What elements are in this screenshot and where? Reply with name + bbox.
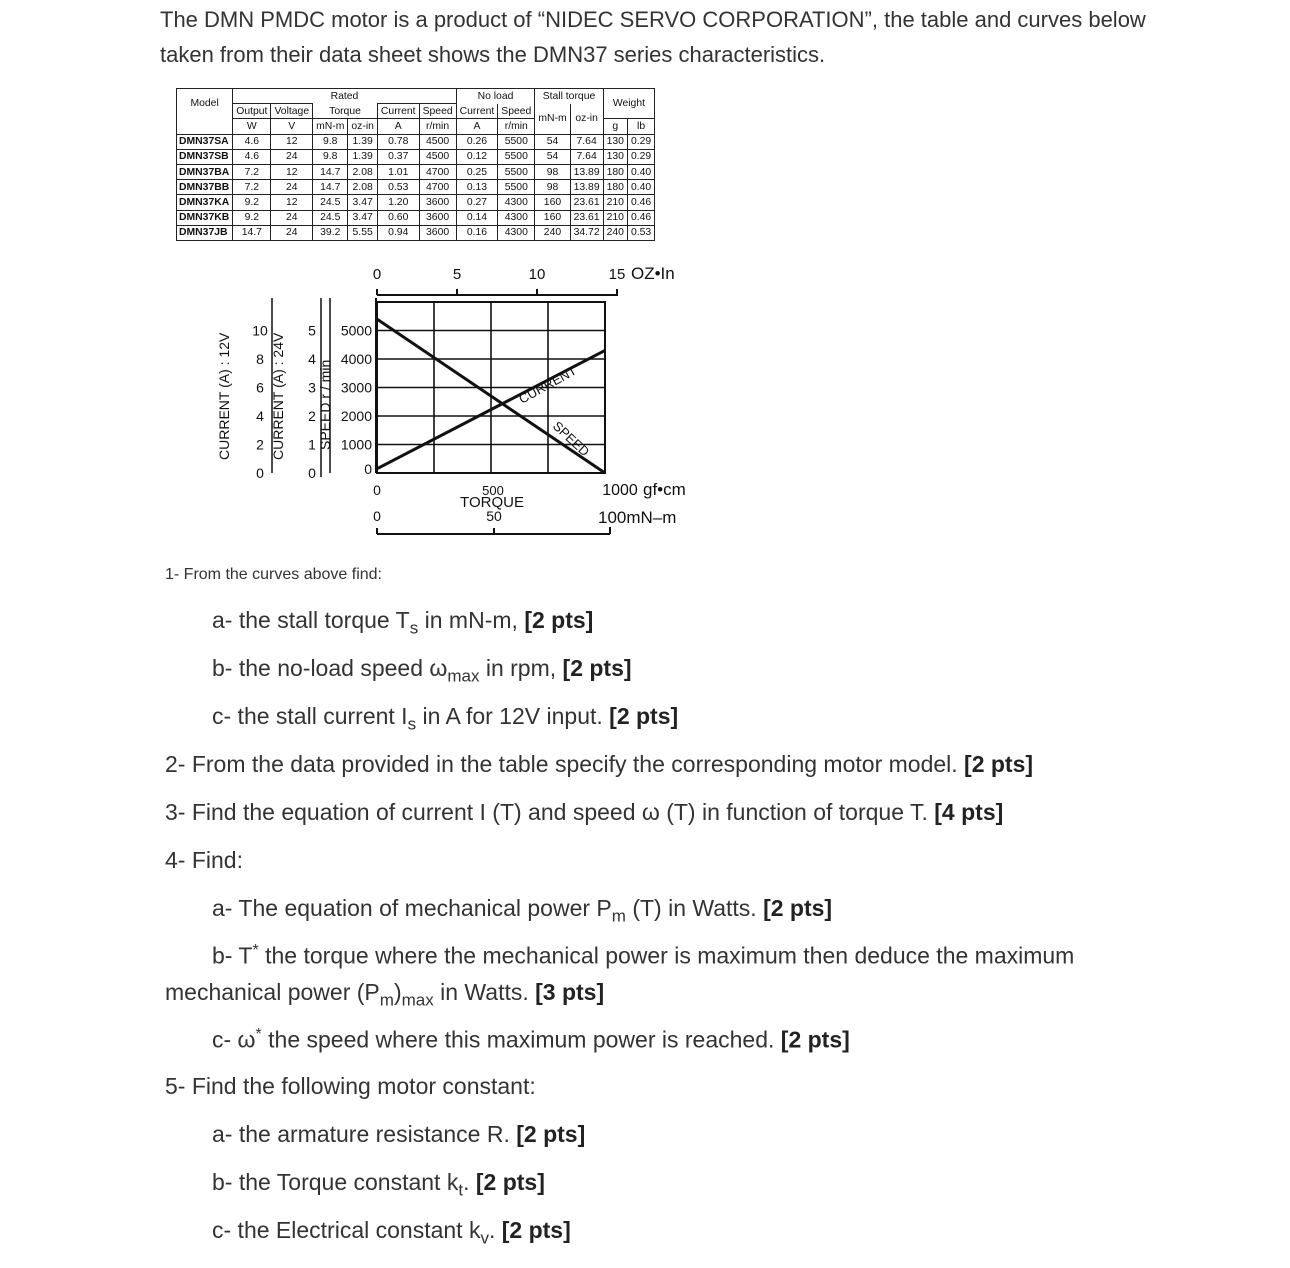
series-label-current: CURRENT — [516, 362, 580, 407]
current12-tick-label: 10 — [252, 322, 268, 339]
table-row — [177, 225, 655, 240]
table-cell: 4500 — [419, 149, 456, 164]
table-cell: 130 — [603, 134, 627, 149]
question-5c: c- the Electrical constant $k_v$. [2 pts] — [212, 1217, 571, 1248]
header-stall-mnm: mN-m — [535, 104, 570, 134]
question-5: 5- Find the following motor constant: — [165, 1073, 536, 1099]
table-cell: 2.08 — [348, 164, 378, 179]
speed-tick-label: 0 — [364, 461, 372, 477]
table-cell: 0.27 — [456, 195, 498, 210]
table-cell: 4300 — [498, 195, 535, 210]
table-cell: 180 — [603, 164, 627, 179]
current12-tick-label: 4 — [256, 408, 264, 424]
header-nl-speed: Speed — [498, 104, 535, 119]
table-body — [177, 134, 655, 240]
table-cell: 3600 — [419, 225, 456, 240]
intro-paragraph: The DMN PMDC motor is a product of “NIDEC SERVO CORPORATION”, the table and curves below taken from their data sheet shows the DMN37 series characteristics. — [160, 7, 1146, 67]
table-cell: 54 — [535, 149, 570, 164]
current12-tick-label: 0 — [256, 465, 264, 481]
question-1: 1- From the curves above find: — [165, 566, 382, 583]
table-cell: 0.14 — [456, 210, 498, 225]
question-4c: c- ω* the speed where this maximum power is reached. [2 pts] — [212, 1026, 850, 1053]
table-cell: 0.78 — [377, 134, 419, 149]
table-cell: 9.8 — [313, 134, 348, 149]
current12-tick-label: 2 — [256, 436, 264, 453]
bottom-unit-gfcm: gf•cm — [643, 480, 686, 499]
header-stall: Stall torque — [535, 89, 603, 104]
table-cell: 39.2 — [313, 225, 348, 240]
unit-g: g — [603, 119, 627, 134]
table-cell: 34.72 — [570, 225, 603, 240]
table-row — [177, 134, 655, 149]
table-cell: 0.94 — [377, 225, 419, 240]
table-cell: 0.29 — [627, 149, 654, 164]
question-4a: a- The equation of mechanical power $P_m$ (T) in Watts. [2 pts] — [212, 895, 833, 926]
model-cell: DMN37KA — [177, 195, 233, 210]
table-cell: 0.16 — [456, 225, 498, 240]
current24-tick-label: 0 — [308, 465, 316, 481]
table-cell: 7.2 — [233, 180, 271, 195]
top-axis-unit: OZ•In — [631, 264, 675, 283]
unit-ozin: oz-in — [348, 119, 378, 134]
table-cell: 98 — [535, 164, 570, 179]
table-cell: 4700 — [419, 180, 456, 195]
header-stall-ozin: oz-in — [570, 104, 603, 134]
table-cell: 14.7 — [313, 180, 348, 195]
table-cell: 3600 — [419, 210, 456, 225]
table-cell: 5500 — [498, 180, 535, 195]
speed-axis-title: SPEED r / min — [317, 359, 333, 450]
model-cell: DMN37BA — [177, 164, 233, 179]
model-cell: DMN37KB — [177, 210, 233, 225]
bottom-tick-label: 500 — [482, 483, 504, 498]
bottom-mnm-tick-label: 0 — [373, 508, 381, 524]
table-cell: 3.47 — [348, 210, 378, 225]
table-cell: 0.60 — [377, 210, 419, 225]
table-cell: 4500 — [419, 134, 456, 149]
unit-a2: A — [456, 119, 498, 134]
speed-tick-label: 1000 — [340, 436, 372, 453]
bottom-unit-mnm: 100mN–m — [598, 508, 677, 527]
model-cell: DMN37SB — [177, 149, 233, 164]
question-1b: b- the no-load speed $\omega_{max}$ in rpm, [2 pts] — [212, 655, 632, 686]
table-row — [177, 149, 655, 164]
current12-tick-label: 6 — [256, 379, 264, 396]
table-row — [177, 195, 655, 210]
current24-tick-label: 4 — [308, 351, 316, 367]
torque-characteristic-chart — [200, 255, 720, 545]
table-cell: 54 — [535, 134, 570, 149]
header-current: Current — [377, 104, 419, 119]
current24-tick-label: 3 — [308, 379, 316, 396]
table-cell: 12 — [271, 195, 313, 210]
table-cell: 5500 — [498, 164, 535, 179]
table-cell: 24 — [271, 210, 313, 225]
question-1c: c- the stall current $I_s$ in A for 12V input. [2 pts] — [212, 703, 679, 734]
top-axis-tick-label: 0 — [372, 266, 382, 283]
table-cell: 4300 — [498, 225, 535, 240]
header-weight: Weight — [603, 89, 655, 119]
question-1a: a- the stall torque $T_s$ in mN-m, [2 pts] — [212, 607, 594, 638]
question-4b-cont: mechanical power $(P_m)_{max}$ in Watts. [3 pts] — [165, 979, 605, 1010]
current12-tick-label: 8 — [256, 351, 264, 367]
table-cell: 0.25 — [456, 164, 498, 179]
table-cell: 23.61 — [570, 195, 603, 210]
table-cell: 24 — [271, 225, 313, 240]
table-cell: 210 — [603, 195, 627, 210]
table-cell: 3.47 — [348, 195, 378, 210]
model-cell: DMN37JB — [177, 225, 233, 240]
top-axis-tick-label: 10 — [528, 266, 546, 283]
table-cell: 1.01 — [377, 164, 419, 179]
current24-tick-label: 2 — [308, 408, 316, 424]
unit-rmin2: r/min — [498, 119, 535, 134]
table-cell: 0.40 — [627, 164, 654, 179]
current12-axis-title: CURRENT (A) : 12V — [216, 332, 232, 460]
table-cell: 1.39 — [348, 134, 378, 149]
spec-table — [176, 88, 655, 241]
table-cell: 0.37 — [377, 149, 419, 164]
table-cell: 5500 — [498, 134, 535, 149]
speed-tick-label: 3000 — [340, 379, 372, 396]
top-axis-tick-label: 15 — [608, 266, 626, 283]
question-3: 3- Find the equation of current I (T) and speed ω (T) in function of torque T. [4 pts] — [165, 799, 1004, 825]
table-cell: 210 — [603, 210, 627, 225]
unit-w: W — [233, 119, 271, 134]
table-cell: 4.6 — [233, 149, 271, 164]
unit-v: V — [271, 119, 313, 134]
table-cell: 0.53 — [377, 180, 419, 195]
model-cell: DMN37BB — [177, 180, 233, 195]
question-5b: b- the Torque constant $k_t$. [2 pts] — [212, 1169, 545, 1200]
table-cell: 5.55 — [348, 225, 378, 240]
header-speed: Speed — [419, 104, 456, 119]
speed-tick-label: 2000 — [340, 408, 372, 424]
table-cell: 0.46 — [627, 195, 654, 210]
table-cell: 180 — [603, 180, 627, 195]
table-cell: 0.29 — [627, 134, 654, 149]
table-cell: 7.64 — [570, 134, 603, 149]
table-cell: 13.89 — [570, 180, 603, 195]
table-cell: 7.64 — [570, 149, 603, 164]
table-cell: 160 — [535, 195, 570, 210]
table-cell: 0.40 — [627, 180, 654, 195]
current24-axis-title: CURRENT (A) : 24V — [270, 332, 286, 460]
table-cell: 9.8 — [313, 149, 348, 164]
table-cell: 1.20 — [377, 195, 419, 210]
table-cell: 0.53 — [627, 225, 654, 240]
header-voltage: Voltage — [271, 104, 313, 119]
question-4b: b- T* the torque where the mechanical power is maximum then deduce the maximum — [212, 942, 1075, 969]
table-cell: 2.08 — [348, 180, 378, 195]
top-axis-tick-label: 5 — [452, 266, 462, 283]
table-cell: 130 — [603, 149, 627, 164]
table-cell: 9.2 — [233, 210, 271, 225]
unit-rmin: r/min — [419, 119, 456, 134]
speed-tick-label: 5000 — [340, 322, 372, 339]
table-cell: 14.7 — [313, 164, 348, 179]
table-header-row-2 — [177, 104, 655, 119]
table-cell: 1.39 — [348, 149, 378, 164]
table-cell: 5500 — [498, 149, 535, 164]
question-2: 2- From the data provided in the table specify the corresponding motor model. [2 pts] — [165, 751, 1034, 777]
question-5a: a- the armature resistance R. [2 pts] — [212, 1121, 586, 1147]
model-cell: DMN37SA — [177, 134, 233, 149]
table-cell: 240 — [603, 225, 627, 240]
bottom-mnm-tick-label: 50 — [486, 508, 502, 524]
speed-tick-label: 4000 — [340, 351, 372, 367]
table-cell: 3600 — [419, 195, 456, 210]
header-output: Output — [233, 104, 271, 119]
table-cell: 98 — [535, 180, 570, 195]
table-cell: 0.26 — [456, 134, 498, 149]
table-row — [177, 180, 655, 195]
unit-mnm: mN-m — [313, 119, 348, 134]
table-row — [177, 164, 655, 179]
table-cell: 12 — [271, 134, 313, 149]
table-cell: 14.7 — [233, 225, 271, 240]
table-cell: 0.12 — [456, 149, 498, 164]
question-4: 4- Find: — [165, 847, 243, 873]
table-cell: 9.2 — [233, 195, 271, 210]
table-cell: 4700 — [419, 164, 456, 179]
header-rated: Rated — [233, 89, 456, 104]
torque-axis-title: TORQUE — [460, 494, 524, 511]
table-cell: 4.6 — [233, 134, 271, 149]
current24-tick-label: 5 — [308, 322, 316, 339]
table-cell: 7.2 — [233, 164, 271, 179]
bottom-tick-label: 1000 — [602, 482, 638, 499]
table-cell: 13.89 — [570, 164, 603, 179]
table-cell: 160 — [535, 210, 570, 225]
header-noload: No load — [456, 89, 535, 104]
header-torque: Torque — [313, 104, 378, 119]
header-nl-current: Current — [456, 104, 498, 119]
series-label-speed: SPEED — [549, 418, 593, 460]
bottom-tick-label: 0 — [373, 482, 381, 498]
table-cell: 0.13 — [456, 180, 498, 195]
header-model: Model — [177, 89, 233, 119]
units-model — [177, 119, 233, 134]
table-cell: 24 — [271, 149, 313, 164]
table-header-row-1 — [177, 89, 655, 104]
table-cell: 24 — [271, 180, 313, 195]
table-cell: 4300 — [498, 210, 535, 225]
table-cell: 240 — [535, 225, 570, 240]
table-row — [177, 210, 655, 225]
table-cell: 24.5 — [313, 195, 348, 210]
table-cell: 12 — [271, 164, 313, 179]
current24-tick-label: 1 — [308, 436, 316, 453]
unit-a: A — [377, 119, 419, 134]
table-cell: 23.61 — [570, 210, 603, 225]
table-cell: 0.46 — [627, 210, 654, 225]
table-cell: 24.5 — [313, 210, 348, 225]
unit-lb: lb — [627, 119, 654, 134]
